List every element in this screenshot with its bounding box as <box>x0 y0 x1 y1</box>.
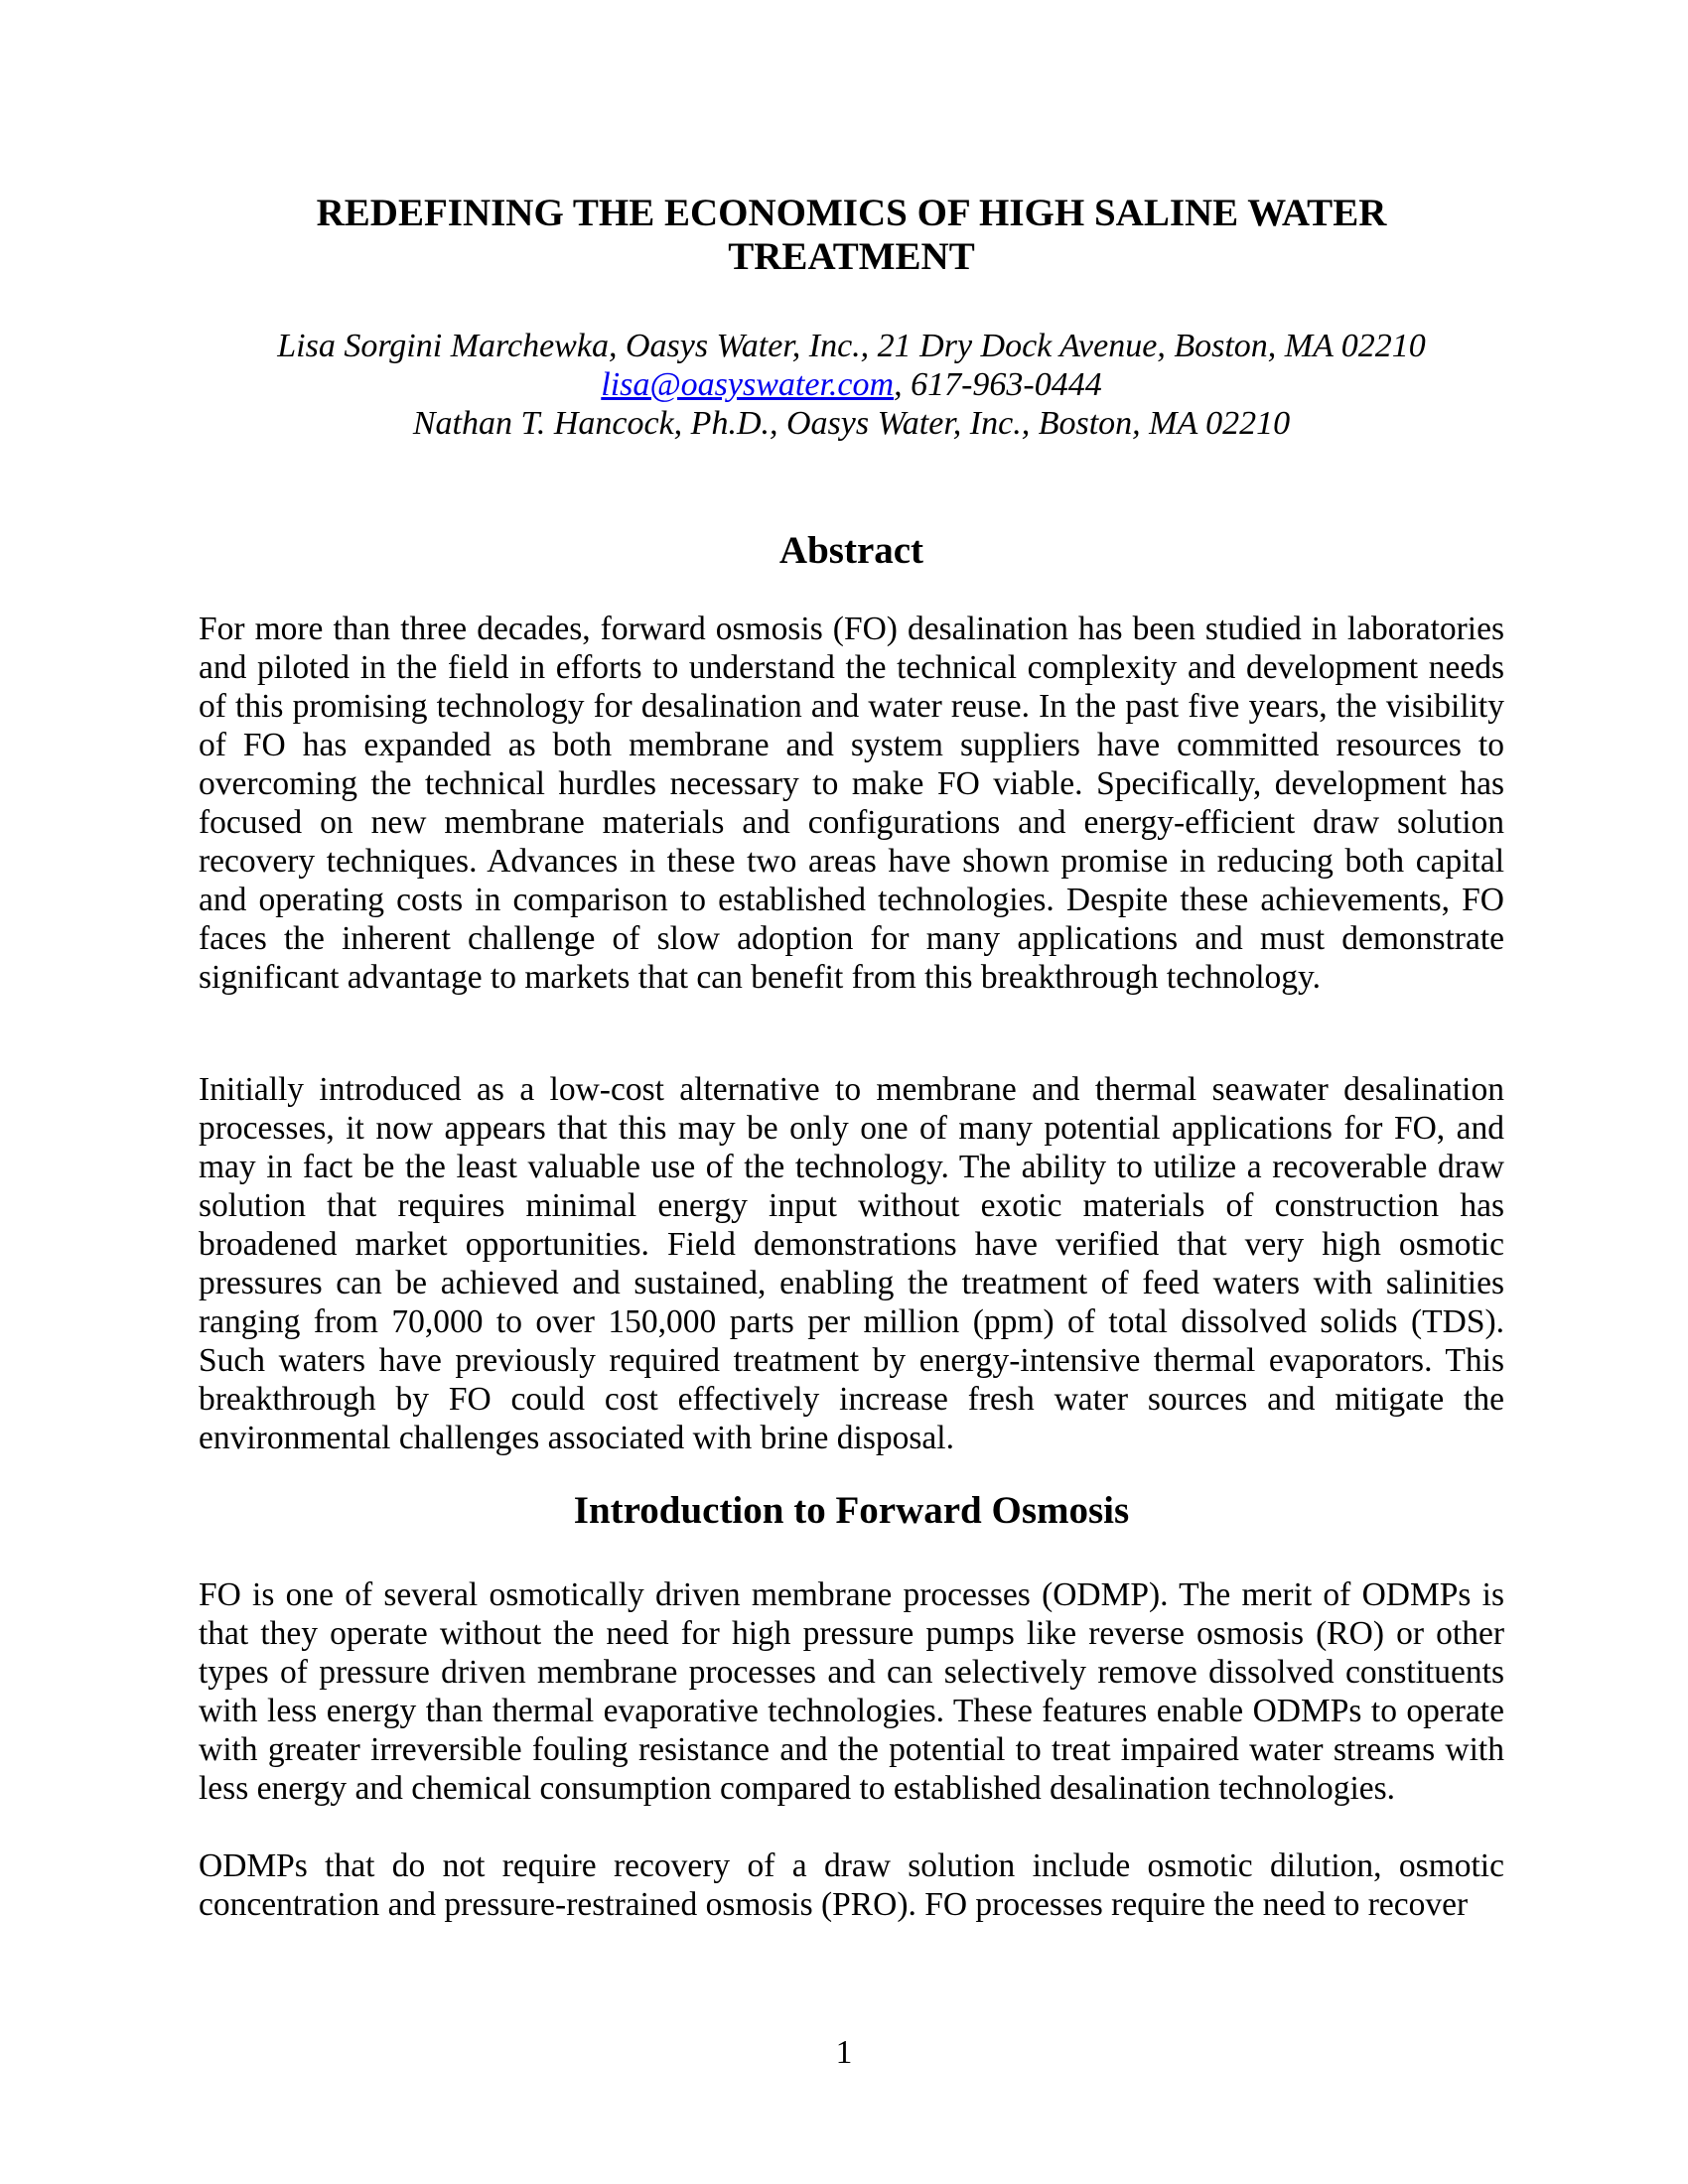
author-line-2 <box>199 365 1504 404</box>
intro-paragraph-2: ODMPs that do not require recovery of a draw solution include osmotic dilution, osmotic concentration and pressure-restrained osmosis (PRO). FO processes require the need to recover <box>199 1847 1504 1923</box>
email-link[interactable]: lisa@oasyswater.com <box>601 366 895 403</box>
intro-paragraph-1: FO is one of several osmotically driven membrane processes (ODMP). The merit of ODMPs is that they operate without the need for high pressure pumps like reverse osmosis (RO) or other types of pressure driven membrane processes and can selectively remove dissolved constituents with less energy than thermal evaporative technologies. These features enable ODMPs to operate with greater irreversible fouling resistance and the potential to treat impaired water streams with less energy and chemical consumption compared to established desalination technologies. <box>199 1576 1504 1807</box>
introduction-heading: Introduction to Forward Osmosis <box>573 1489 1130 1532</box>
author-line-1: Lisa Sorgini Marchewka, Oasys Water, Inc., 21 Dry Dock Avenue, Boston, MA 02210 <box>277 328 1426 364</box>
author-line-3: Nathan T. Hancock, Ph.D., Oasys Water, Inc., Boston, MA 02210 <box>412 405 1291 442</box>
page-number: 1 <box>835 2034 853 2071</box>
abstract-paragraph-2: Initially introduced as a low-cost alternative to membrane and thermal seawater desalination processes, it now appears that this may be only one of many potential applications for FO, and may in fact be the least valuable use of the technology. The ability to utilize a recoverable draw solution that requires minimal energy input without exotic materials of construction has broadened market opportunities. Field demonstrations have verified that very high osmotic pressures can be achieved and sustained, enabling the treatment of feed waters with salinities ranging from 70,000 to over 150,000 parts per million (ppm) of total dissolved solids (TDS). Such waters have previously required treatment by energy-intensive thermal evaporators. This breakthrough by FO could cost effectively increase fresh water sources and mitigate the environmental challenges associated with brine disposal. <box>199 1071 1504 1456</box>
abstract-paragraph-1: For more than three decades, forward osmosis (FO) desalination has been studied in laboratories and piloted in the field in efforts to understand the technical complexity and development needs of this promising technology for desalination and water reuse. In the past five years, the visibility of FO has expanded as both membrane and system suppliers have committed resources to overcoming the technical hurdles necessary to make FO viable. Specifically, development has focused on new membrane materials and configurations and energy-efficient draw solution recovery techniques. Advances in these two areas have shown promise in reducing both capital and operating costs in comparison to established technologies. Despite these achievements, FO faces the inherent challenge of slow adoption for many applications and must demonstrate significant advantage to markets that can benefit from this breakthrough technology. <box>199 611 1504 996</box>
phone-text: , 617-963-0444 <box>894 366 1102 403</box>
abstract-heading: Abstract <box>778 529 924 572</box>
paper-title: REDEFINING THE ECONOMICS OF HIGH SALINE WATER TREATMENT <box>316 192 1387 278</box>
author-block <box>199 327 1504 443</box>
